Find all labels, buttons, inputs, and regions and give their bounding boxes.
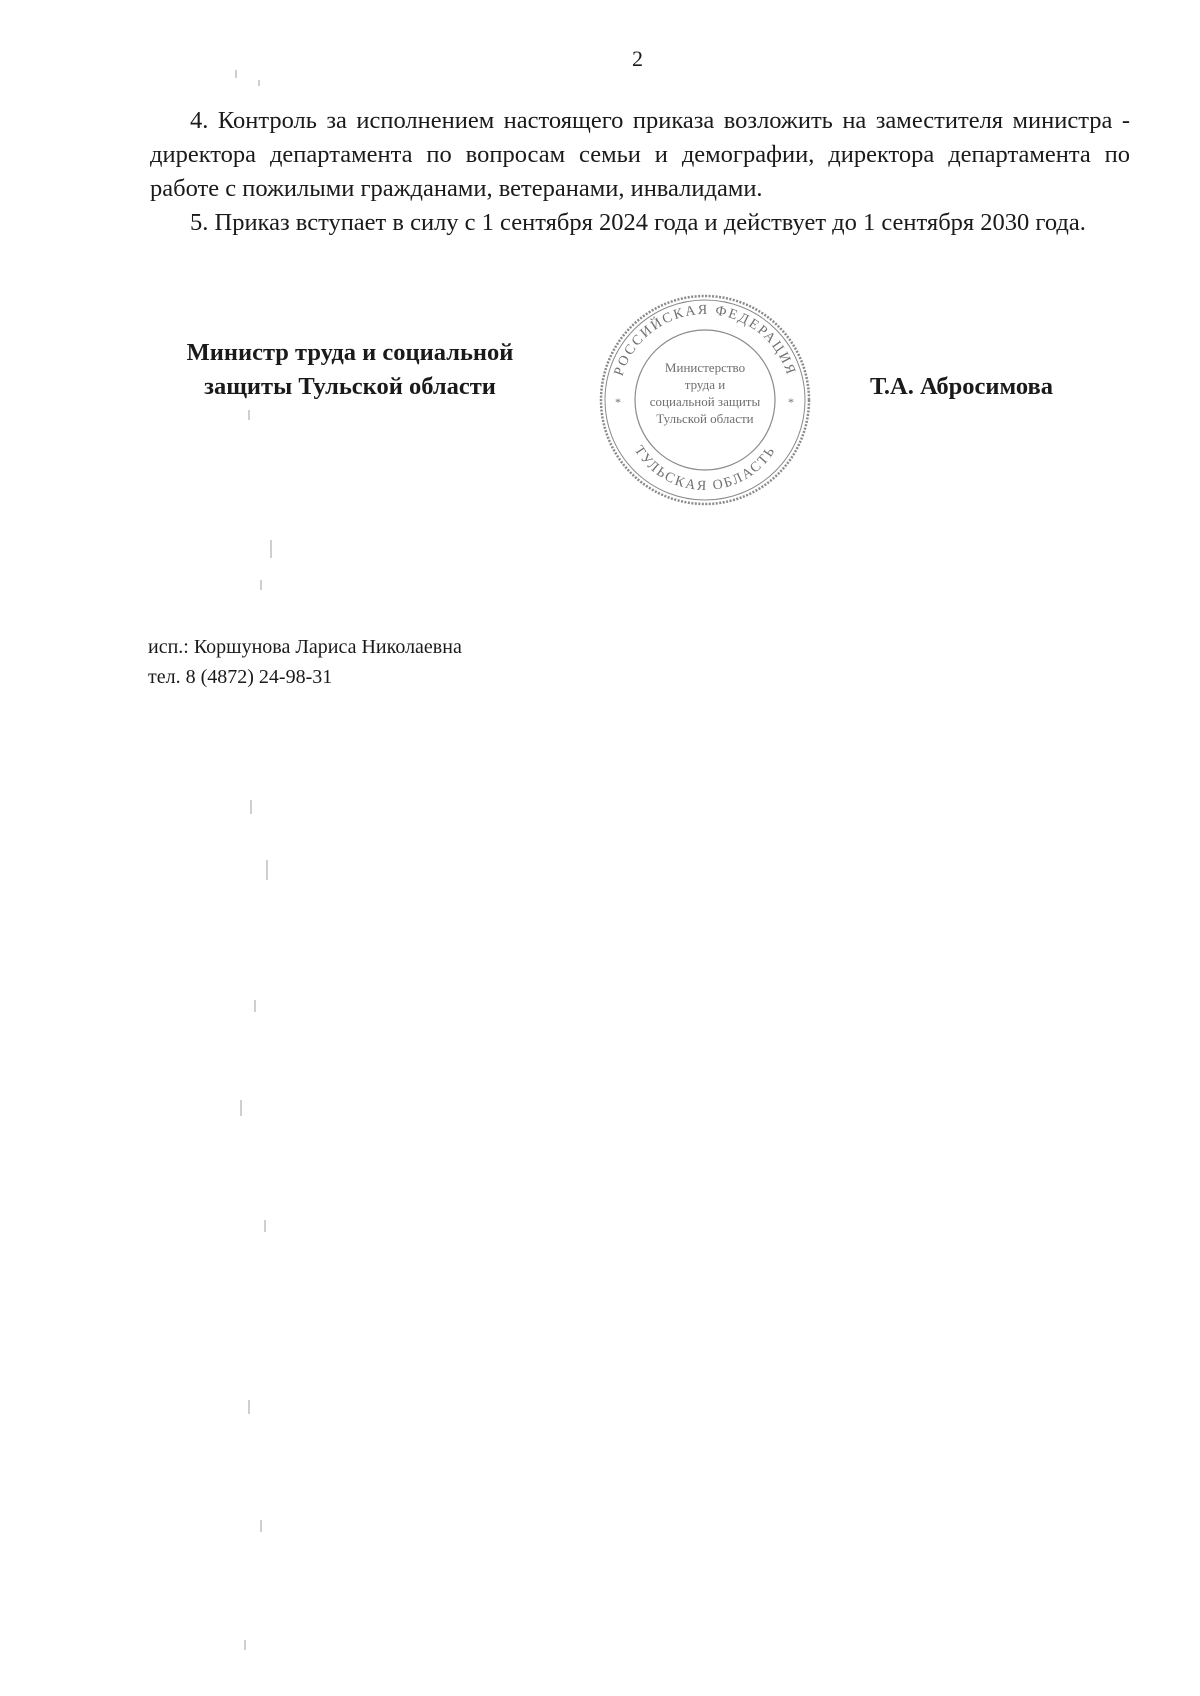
scan-mark [248,1400,250,1414]
scan-mark [248,410,250,420]
scan-mark [260,1520,262,1532]
scan-mark [254,1000,256,1012]
scan-mark [260,580,262,590]
seal-star-right-icon: * [788,395,794,409]
seal-inner-line2: труда и [684,377,726,392]
seal-inner-line1: Министерство [664,360,746,375]
seal-star-left-icon: * [615,395,621,409]
scan-mark [270,540,272,558]
scan-mark [240,1100,242,1116]
signatory-title-line1: Министр труда и социальной [186,339,514,366]
official-seal [595,290,815,510]
signatory-name: Т.А. Абросимова [870,373,1054,400]
seal-inner-line3: социальной защиты [649,394,761,409]
scan-mark [258,80,260,86]
executor-info [148,632,462,692]
seal-outer-top-text: РОССИЙСКАЯ ФЕДЕРАЦИЯ [611,302,799,378]
executor-phone: тел. 8 (4872) 24-98-31 [148,666,333,688]
paragraph-4: 4. Контроль за исполнением настоящего приказа возложить на заместителя министра - директора департамента по вопросам семьи и демографии, директора департамента по работе с пожилыми гражданами, ветеранами, инвалидами. [150,107,1130,202]
scan-mark [235,70,237,78]
body-text [150,104,1130,240]
page-number: 2 [632,46,643,71]
seal-outer-bottom-text: ТУЛЬСКАЯ ОБЛАСТЬ [630,443,780,495]
seal-inner-line4: Тульской области [656,411,754,426]
scan-artifacts [230,40,290,1680]
executor-name: исп.: Коршунова Лариса Николаевна [148,636,462,658]
scan-mark [266,860,268,880]
scan-mark [250,800,252,814]
svg-text:ТУЛЬСКАЯ ОБЛАСТЬ [631,443,779,494]
signatory-title-line2: защиты Тульской области [204,373,496,400]
scan-mark [264,1220,266,1232]
scan-mark [244,1640,246,1650]
signatory-title [150,336,550,404]
paragraph-5: 5. Приказ вступает в силу с 1 сентября 2024 года и действует до 1 сентября 2030 года. [190,209,1086,236]
